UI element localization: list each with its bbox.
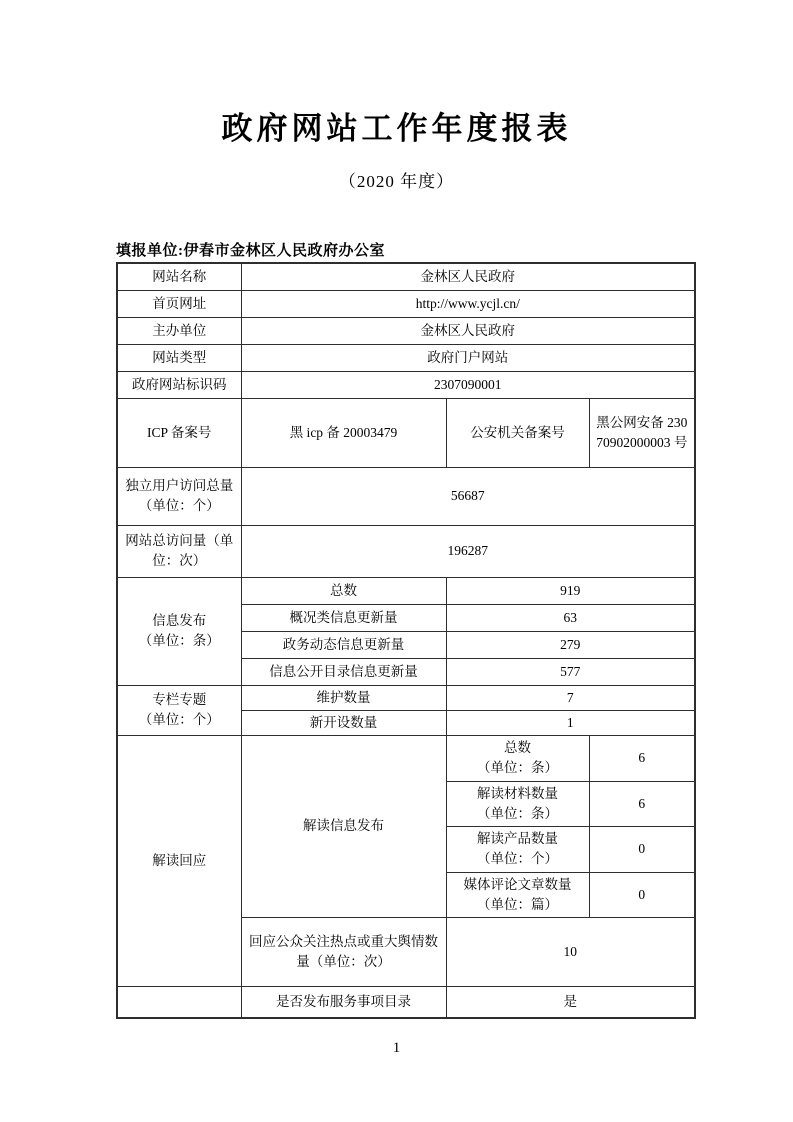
cell-value: 279 — [446, 631, 695, 658]
cell-label-icp: ICP 备案号 — [117, 398, 241, 467]
cell-label: 独立用户访问总量（单位：个） — [117, 467, 241, 525]
cell-value: 2307090001 — [241, 371, 695, 398]
page-subtitle: （2020 年度） — [338, 172, 455, 191]
cell-value: 7 — [446, 685, 695, 710]
cell-label: 网站总访问量（单位：次） — [117, 525, 241, 577]
row-icp — [117, 398, 695, 467]
group-unit: （单位：条） — [138, 633, 220, 648]
sublabel-text: 解读产品数量 — [477, 831, 558, 846]
cell-group-interpretation: 解读回应 — [117, 735, 241, 986]
row-service-catalog — [117, 986, 695, 1018]
cell-value: 63 — [446, 604, 695, 631]
sublabel-unit: （单位：篇） — [477, 896, 558, 912]
row-site-type — [117, 344, 695, 371]
cell-sublabel: 维护数量 — [241, 685, 446, 710]
row-total-visits — [117, 525, 695, 577]
cell-label: 回应公众关注热点或重大舆情数量（单位：次） — [241, 917, 446, 986]
cell-label: 政府网站标识码 — [117, 371, 241, 398]
cell-value: 6 — [589, 735, 695, 781]
cell-label: 主办单位 — [117, 317, 241, 344]
cell-sublabel — [446, 826, 589, 872]
cell-value-url: http://www.ycjl.cn/ — [241, 290, 695, 317]
cell-police-record-value: 黑公网安备 23070902000003 号 — [589, 398, 695, 467]
cell-value: 577 — [446, 658, 695, 685]
row-homepage-url — [117, 290, 695, 317]
sublabel-text: 解读材料数量 — [477, 785, 558, 801]
cell-icp-value: 黑 icp 备 20003479 — [241, 398, 446, 467]
row-interpret-total — [117, 735, 695, 781]
row-info-total — [117, 577, 695, 604]
cell-sublabel: 概况类信息更新量 — [241, 604, 446, 631]
cell-sublabel: 信息公开目录信息更新量 — [241, 658, 446, 685]
row-site-name — [117, 263, 695, 290]
cell-label: 网站名称 — [117, 263, 241, 290]
cell-value: 金林区人民政府 — [241, 317, 695, 344]
page-title: 政府网站工作年度报表 — [221, 111, 572, 146]
cell-sublabel — [446, 781, 589, 826]
reporting-unit: 填报单位:伊春市金林区人民政府办公室 — [116, 243, 385, 259]
cell-sublabel: 总数 — [241, 577, 446, 604]
sublabel-text: 媒体评论文章数量 — [463, 876, 572, 892]
group-unit: （单位：个） — [138, 712, 220, 727]
row-site-code — [117, 371, 695, 398]
cell-value: 919 — [446, 577, 695, 604]
sublabel-unit: （单位：个） — [477, 851, 558, 866]
sublabel-unit: （单位：条） — [477, 760, 558, 775]
row-unique-visitors — [117, 467, 695, 525]
cell-interpret-publish: 解读信息发布 — [241, 735, 446, 917]
page-number: 1 — [392, 1040, 401, 1056]
cell-value: 0 — [589, 872, 695, 917]
cell-label: 是否发布服务事项目录 — [241, 986, 446, 1018]
cell-value: 10 — [446, 917, 695, 986]
annual-report-table — [116, 262, 696, 1019]
cell-value: 0 — [589, 826, 695, 872]
cell-value: 56687 — [241, 467, 695, 525]
cell-value: 政府门户网站 — [241, 344, 695, 371]
cell-value: 金林区人民政府 — [241, 263, 695, 290]
cell-value: 是 — [446, 986, 695, 1018]
cell-group-info-publish — [117, 577, 241, 685]
sublabel-unit: （单位：条） — [477, 805, 558, 821]
row-columns-maintained — [117, 685, 695, 710]
cell-value: 196287 — [241, 525, 695, 577]
cell-sublabel: 新开设数量 — [241, 710, 446, 735]
row-organizer — [117, 317, 695, 344]
cell-value: 6 — [589, 781, 695, 826]
group-label: 专栏专题 — [152, 692, 207, 707]
cell-sublabel — [446, 872, 589, 917]
cell-label: 首页网址 — [117, 290, 241, 317]
cell-empty — [117, 986, 241, 1018]
sublabel-text: 总数 — [504, 740, 531, 755]
group-label: 信息发布 — [152, 613, 207, 628]
cell-label: 网站类型 — [117, 344, 241, 371]
cell-group-special-topics — [117, 685, 241, 735]
cell-sublabel — [446, 735, 589, 781]
cell-value: 1 — [446, 710, 695, 735]
cell-sublabel: 政务动态信息更新量 — [241, 631, 446, 658]
cell-label-police-record: 公安机关备案号 — [446, 398, 589, 467]
